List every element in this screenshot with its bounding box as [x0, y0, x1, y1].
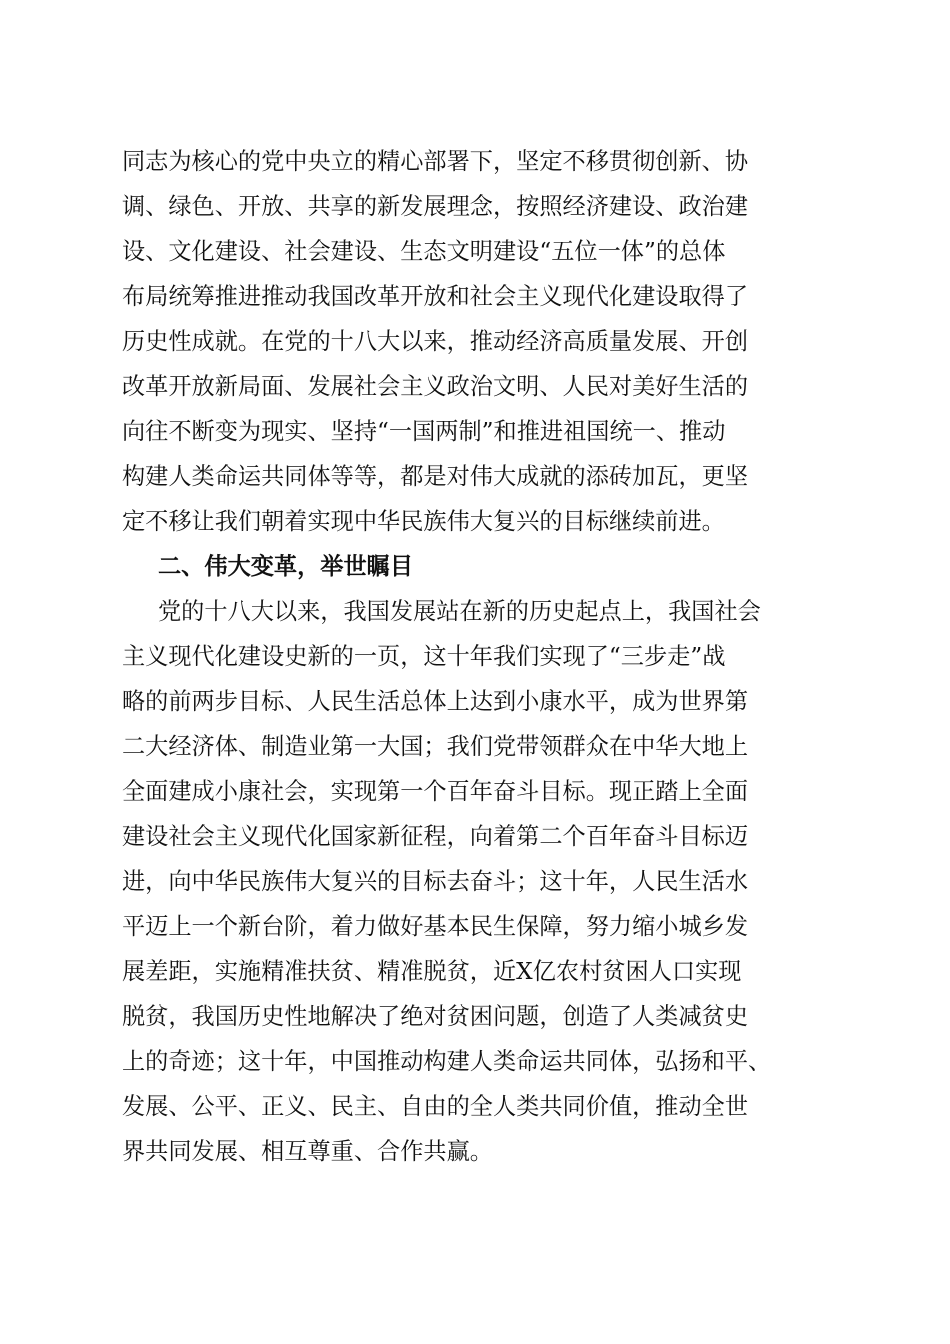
text-line: 布局统筹推进推动我国改革开放和社会主义现代化建设取得了 — [122, 283, 749, 310]
text-line: 展差距，实施精准扶贫、精准脱贫，近X亿农村贫困人口实现 — [122, 958, 742, 985]
text-line: 调、绿色、开放、共享的新发展理念，按照经济建设、政治建 — [122, 193, 749, 220]
text-line: 二大经济体、制造业第一大国；我们党带领群众在中华大地上 — [122, 733, 749, 760]
text-line: 进，向中华民族伟大复兴的目标去奋斗；这十年，人民生活水 — [122, 868, 749, 895]
text-line: 党的十八大以来，我国发展站在新的历史起点上，我国社会 — [158, 598, 761, 625]
text-line: 构建人类命运共同体等等，都是对伟大成就的添砖加瓦，更坚 — [122, 463, 749, 490]
text-line: 平迈上一个新台阶，着力做好基本民生保障，努力缩小城乡发 — [122, 913, 749, 940]
text-line: 向往不断变为现实、坚持“一国两制”和推进祖国统一、推动 — [122, 418, 726, 445]
text-line: 改革开放新局面、发展社会主义政治文明、人民对美好生活的 — [122, 373, 749, 400]
text-line: 同志为核心的党中央立的精心部署下，坚定不移贯彻创新、协 — [122, 148, 749, 175]
text-line: 建设社会主义现代化国家新征程，向着第二个百年奋斗目标迈 — [122, 823, 749, 850]
text-line: 主义现代化建设史新的一页，这十年我们实现了“三步走”战 — [122, 643, 726, 670]
text-line: 全面建成小康社会，实现第一个百年奋斗目标。现正踏上全面 — [122, 778, 749, 805]
text-line: 界共同发展、相互尊重、合作共赢。 — [122, 1138, 493, 1165]
text-line: 脱贫，我国历史性地解决了绝对贫困问题，创造了人类减贫史 — [122, 1003, 749, 1030]
text-line: 定不移让我们朝着实现中华民族伟大复兴的目标继续前进。 — [122, 508, 725, 535]
section-heading: 二、伟大变革，举世瞩目 — [158, 553, 414, 580]
text-line: 发展、公平、正义、民主、自由的全人类共同价值，推动全世 — [122, 1093, 749, 1120]
text-line: 上的奇迹；这十年，中国推动构建人类命运共同体，弘扬和平、 — [122, 1048, 772, 1075]
text-line: 历史性成就。在党的十八大以来，推动经济高质量发展、开创 — [122, 328, 749, 355]
text-line: 设、文化建设、社会建设、生态文明建设“五位一体”的总体 — [122, 238, 726, 265]
text-line: 略的前两步目标、人民生活总体上达到小康水平，成为世界第 — [122, 688, 749, 715]
